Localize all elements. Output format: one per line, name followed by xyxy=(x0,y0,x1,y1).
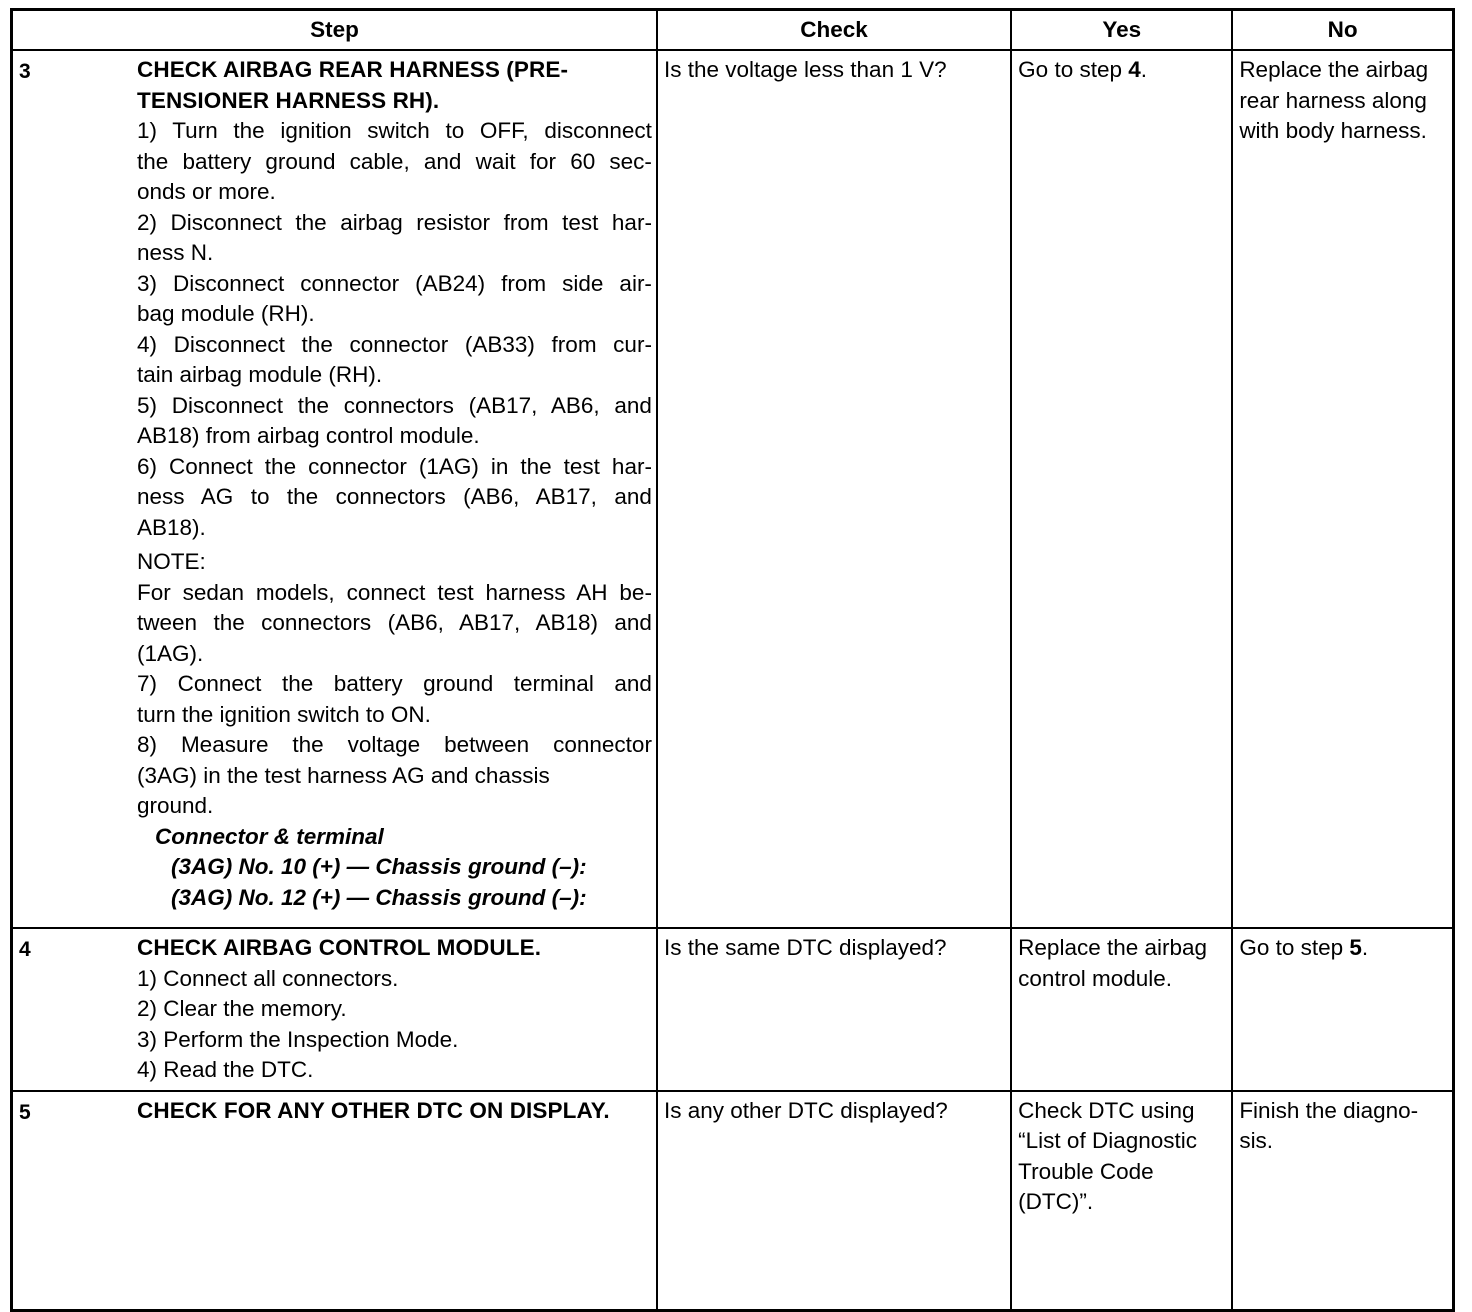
step-instruction: the battery ground cable, and wait for 60 sec- xyxy=(137,148,652,174)
yes-cell xyxy=(1011,1091,1232,1311)
no-cell xyxy=(1232,50,1453,928)
no-action: Replace the airbag xyxy=(1239,57,1429,82)
step-instruction: ness N. xyxy=(137,240,214,265)
step-instruction: bag module (RH). xyxy=(137,301,315,326)
check-cell xyxy=(657,50,1011,928)
note-text: tween the connectors (AB6, AB17, AB18) and xyxy=(137,610,652,635)
step-instruction: 2) Clear the memory. xyxy=(137,996,347,1021)
no-action-text: Go to step xyxy=(1239,935,1350,960)
step-cell xyxy=(12,1091,657,1311)
step-cell xyxy=(12,50,657,928)
no-action: with body harness. xyxy=(1239,118,1427,143)
yes-action: Trouble Code xyxy=(1018,1158,1154,1184)
header-row xyxy=(12,10,1454,51)
step-instruction: 8) Measure the voltage between connector xyxy=(137,732,652,757)
step-instruction: 3) Perform the Inspection Mode. xyxy=(137,1026,459,1052)
step-title: CHECK FOR ANY OTHER DTC ON DISPLAY. xyxy=(137,1097,610,1123)
yes-action xyxy=(1018,55,1227,86)
step-instruction: 5) Disconnect the connectors (AB17, AB6, and xyxy=(137,392,652,418)
check-question: Is the voltage less than 1 V? xyxy=(663,57,947,82)
yes-cell xyxy=(1011,928,1232,1091)
step-instruction: 2) Disconnect the airbag resistor from test har- xyxy=(137,209,652,235)
yes-action: control module. xyxy=(1018,965,1173,991)
step-instruction: tain airbag module (RH). xyxy=(137,362,383,387)
table-row xyxy=(12,1091,1454,1311)
yes-action: (DTC)”. xyxy=(1018,1189,1094,1214)
step-number: 4 xyxy=(19,938,31,961)
step-instruction: 6) Connect the connector (1AG) in the test har- xyxy=(137,453,652,479)
no-action: sis. xyxy=(1239,1128,1274,1153)
step-title: CHECK AIRBAG CONTROL MODULE. xyxy=(137,935,542,960)
no-step-ref: 5 xyxy=(1349,935,1362,960)
no-cell xyxy=(1232,928,1453,1091)
step-title: TENSIONER HARNESS RH). xyxy=(137,87,440,113)
step-number: 3 xyxy=(19,60,31,83)
header-no: No xyxy=(1232,10,1453,51)
no-action xyxy=(1239,933,1448,964)
step-instruction: (3AG) in the test harness AG and chassis xyxy=(137,762,550,788)
step-instruction: 3) Disconnect connector (AB24) from side air- xyxy=(137,270,652,296)
step-instruction: AB18) from airbag control module. xyxy=(137,423,480,448)
step-instruction: 1) Turn the ignition switch to OFF, disconnect xyxy=(137,118,652,143)
no-cell xyxy=(1232,1091,1453,1311)
step-instruction: 7) Connect the battery ground terminal and xyxy=(137,671,652,696)
step-title: CHECK AIRBAG REAR HARNESS (PRE- xyxy=(137,57,569,82)
note-text: For sedan models, connect test harness AH be- xyxy=(137,579,652,605)
header-yes: Yes xyxy=(1011,10,1232,51)
header-step: Step xyxy=(12,10,657,51)
step-number: 5 xyxy=(19,1100,31,1124)
yes-action: “List of Diagnostic xyxy=(1018,1128,1197,1153)
yes-action-text: Go to step xyxy=(1018,57,1129,82)
step-cell xyxy=(12,928,657,1091)
check-question: Is any other DTC displayed? xyxy=(663,1097,948,1123)
table-row xyxy=(12,50,1454,928)
step-instruction: 4) Read the DTC. xyxy=(137,1057,314,1082)
step-instruction: onds or more. xyxy=(137,179,276,204)
terminal-spec: (3AG) No. 10 (+) — Chassis ground (–): xyxy=(171,854,587,879)
step-instruction: ness AG to the connectors (AB6, AB17, and xyxy=(137,484,652,509)
note-label: NOTE: xyxy=(137,549,206,574)
connector-label: Connector & terminal xyxy=(155,823,384,849)
step-instruction: turn the ignition switch to ON. xyxy=(137,701,431,727)
step-instruction: 1) Connect all connectors. xyxy=(137,965,399,991)
diagnostic-table xyxy=(10,8,1455,1312)
step-instruction: AB18). xyxy=(137,514,206,540)
step-instruction: ground. xyxy=(137,793,214,818)
yes-step-ref: 4 xyxy=(1128,57,1141,82)
yes-action: Check DTC using xyxy=(1018,1097,1195,1123)
yes-cell xyxy=(1011,50,1232,928)
check-cell xyxy=(657,928,1011,1091)
no-action: rear harness along xyxy=(1239,87,1427,113)
no-action: Finish the diagno- xyxy=(1239,1097,1419,1123)
note-text: (1AG). xyxy=(137,640,204,666)
check-cell xyxy=(657,1091,1011,1311)
yes-action: Replace the airbag xyxy=(1018,935,1208,960)
terminal-spec: (3AG) No. 12 (+) — Chassis ground (–): xyxy=(171,884,587,910)
step-instruction: 4) Disconnect the connector (AB33) from cur- xyxy=(137,331,652,357)
yes-action-suffix: . xyxy=(1140,57,1148,82)
no-action-suffix: . xyxy=(1361,935,1369,960)
check-question: Is the same DTC displayed? xyxy=(663,935,947,960)
header-check: Check xyxy=(657,10,1011,51)
table-row xyxy=(12,928,1454,1091)
